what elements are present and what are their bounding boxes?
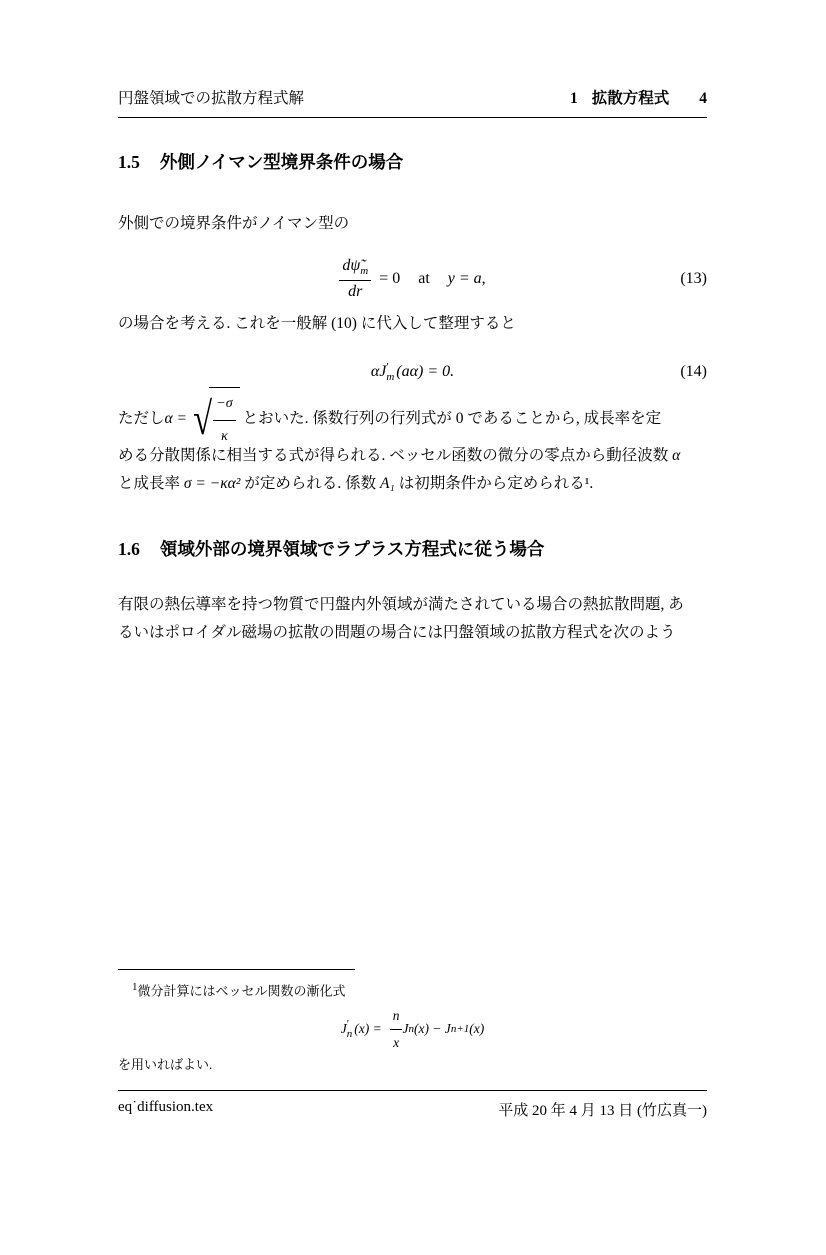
fneq-prime-subscript: ′ n (346, 1017, 353, 1040)
header-page-number: 4 (699, 90, 707, 107)
section-1-5-title: 外側ノイマン型境界条件の場合 (159, 152, 404, 172)
header-section-info (570, 86, 707, 108)
fneq-last-rest: (x) (469, 1021, 485, 1037)
fneq-frac-denominator: x (390, 1029, 403, 1054)
footer-date-author: 平成 20 年 4 月 13 日 (竹広真一) (498, 1103, 707, 1120)
header-document-title: 円盤領域での拡散方程式解 (118, 90, 305, 107)
document-page (0, 86, 826, 1120)
paragraph-substitute: の場合を考える. これを一般解 (10) に代入して整理すると (118, 315, 516, 332)
fneq-mid-rest: (x) − J (413, 1021, 451, 1037)
tadashi-text: ただし (118, 410, 165, 427)
footnote-after-text: を用いればよい. (118, 1057, 213, 1073)
fneq-mid-J: J (402, 1021, 409, 1037)
fneq-mid-subscript: n (408, 1023, 414, 1036)
fneq-lhs-J: J (340, 1021, 347, 1037)
footer-filename: eq˙diffusion.tex (118, 1099, 214, 1116)
fneq-lhs-rest: (x) = (354, 1021, 382, 1037)
sqrt-numerator: −σ (216, 396, 233, 411)
footnote-equation (118, 1007, 707, 1050)
equation-14-number: (14) (680, 363, 707, 380)
eq13-condition: y = a, (447, 270, 486, 287)
equation-13-fraction (339, 257, 371, 300)
section-1-6-title: 領域外部の境界領域でラプラス方程式に従う場合 (159, 539, 545, 559)
equation-13 (118, 252, 707, 306)
section-1-5-number: 1.5 (118, 152, 140, 172)
eq13-numerator-subscript: m (360, 265, 369, 278)
equation-14 (118, 358, 707, 386)
tadashi-text-continued: とおいた. 係数行列の行列式が 0 であることから, 成長率を定 (242, 410, 662, 427)
laplace-line-1: 有限の熱伝導率を持つ物質で円盤内外領域が満たされている場合の熱拡散問題, あ (118, 596, 684, 613)
fneq-frac-numerator: n (392, 1007, 400, 1023)
page-header (118, 86, 707, 118)
alpha-equals: α = (164, 410, 187, 427)
eq14-prime-subscript: ′ m (386, 360, 395, 383)
paragraph-neumann-intro: 外側での境界条件がノイマン型の (118, 215, 350, 232)
eq13-at-word: at (418, 270, 430, 287)
fneq-fraction (390, 1005, 403, 1054)
paragraph-dispersion (118, 393, 707, 498)
dispersion-line-1 (118, 393, 707, 444)
laplace-line-2: るいはポロイダル磁場の拡散の問題の場合には円盤領域の拡散方程式を次のよう (118, 624, 676, 641)
radical-sign: √ (193, 393, 213, 444)
page-footer (118, 1090, 707, 1120)
dispersion-line-3: と成長率 σ = −κα² が定められる. 係数 A₁ は初期条件から定められる¹. (118, 475, 594, 492)
footnote-text (118, 976, 707, 1002)
fneq-last-subscript: n+1 (450, 1023, 470, 1036)
eq13-relation: = 0 (379, 270, 401, 287)
section-heading-1-5 (118, 149, 707, 174)
equation-13-number: (13) (680, 270, 707, 287)
eq13-numerator: dψ̃ (342, 257, 361, 275)
header-section-number: 1 (569, 90, 578, 107)
eq14-rhs: (aα) = 0. (396, 363, 455, 380)
dispersion-line-2: める分散関係に相当する式が得られる. ベッセル函数の微分の零点から動径波数 α (118, 447, 681, 464)
eq13-denominator: dr (339, 280, 371, 301)
paragraph-laplace (118, 591, 707, 647)
section-1-6-number: 1.6 (118, 539, 140, 559)
footnote-marker: 1 (132, 981, 138, 993)
eq14-lhs: αJ (370, 363, 387, 380)
footnote-body: 微分計算にはベッセル関数の漸化式 (137, 983, 346, 999)
footnote-rule (118, 969, 355, 970)
footnote-block (118, 969, 707, 1076)
header-section-title: 拡散方程式 (591, 90, 670, 107)
section-heading-1-6 (118, 536, 707, 561)
sqrt-denominator: κ (213, 420, 235, 451)
